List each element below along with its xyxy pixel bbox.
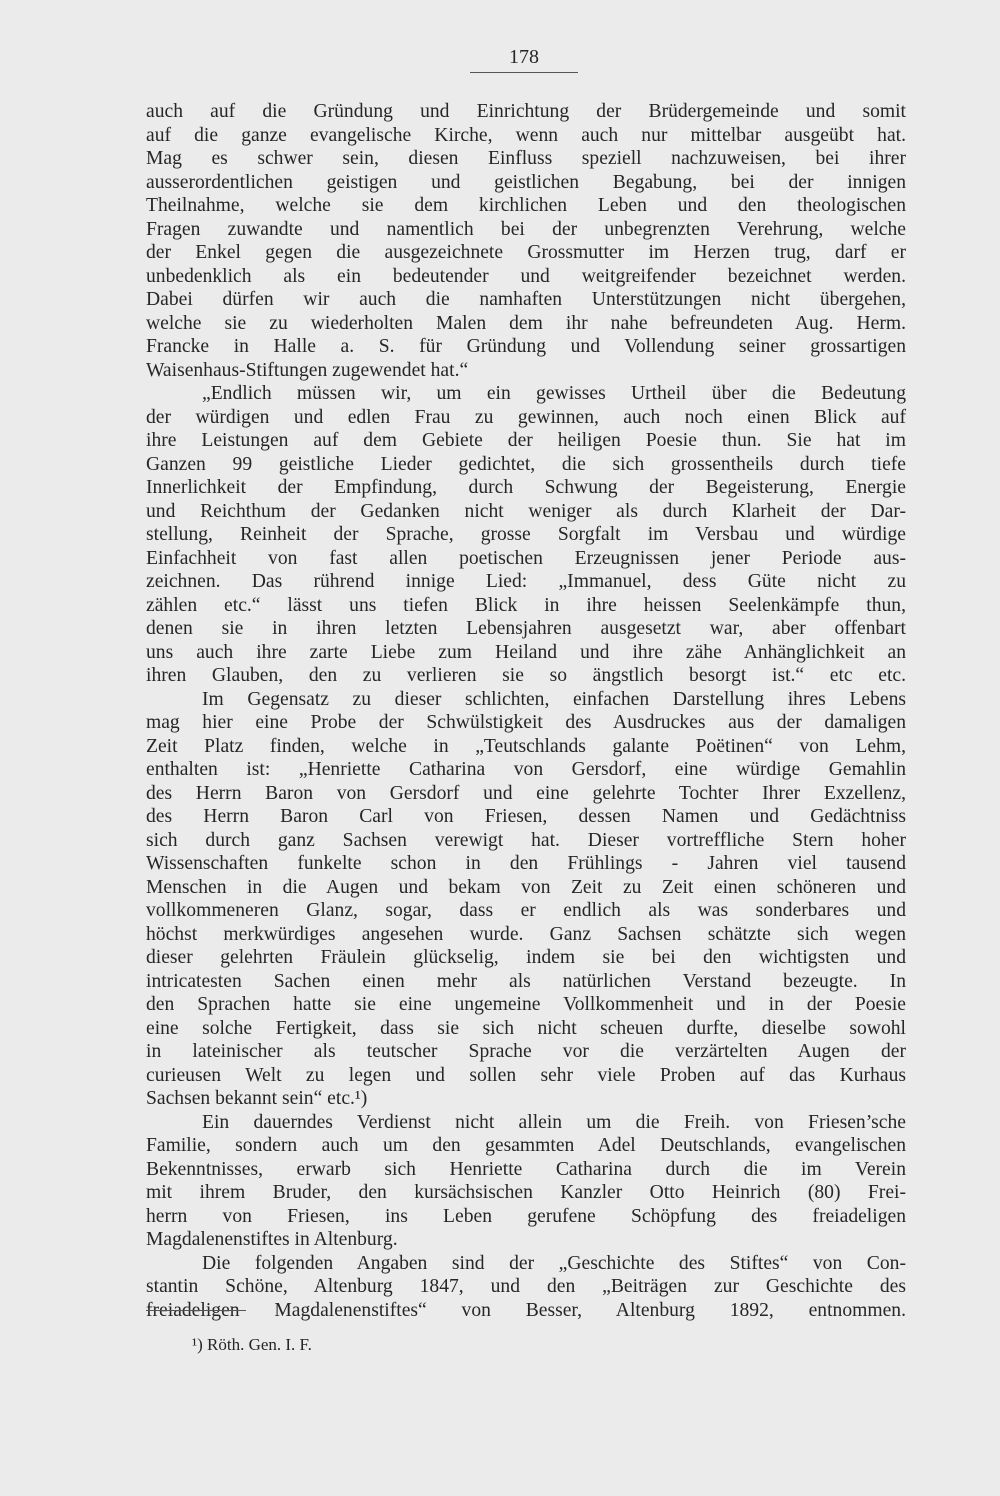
- text-line: Magdalenenstiftes in Altenburg.: [146, 1229, 398, 1250]
- text-line: herrn von Friesen, ins Leben gerufene Schöpfung des freiadeligen: [146, 1205, 906, 1227]
- text-line: Im Gegensatz zu dieser schlichten, einfachen Darstellung ihres Lebens: [202, 688, 906, 710]
- text-line: ihren Glauben, den zu verlieren sie so ängstlich besorgt ist.“ etc etc.: [146, 665, 906, 686]
- text-line: auch auf die Gründung und Einrichtung der Brüdergemeinde und somit: [146, 101, 906, 122]
- text-line: in lateinischer als teutscher Sprache vor die verzärtelten Augen der: [146, 1041, 906, 1062]
- text-line: ihre Leistungen auf dem Gebiete der heiligen Poesie thun. Sie hat im: [146, 430, 906, 451]
- paragraph-4: [146, 1111, 906, 1252]
- text-line: Waisenhaus-Stiftungen zugewendet hat.“: [146, 359, 469, 381]
- text-line: Die folgenden Angaben sind der „Geschichte des Stiftes“ von Con-: [202, 1252, 906, 1274]
- text-line: unbedenklich als ein bedeutender und weitgreifender bezeichnet werden.: [146, 265, 906, 287]
- text-line: der Enkel gegen die ausgezeichnete Grossmutter im Herzen trug, darf er: [146, 242, 906, 263]
- paragraph-1: [146, 100, 906, 382]
- text-line: zählen etc.“ lässt uns tiefen Blick in ihre heissen Seelenkämpfe thun,: [146, 594, 906, 616]
- text-line: Theilnahme, welche sie dem kirchlichen Leben und den theologischen: [146, 195, 906, 216]
- text-line: sich durch ganz Sachsen verewigt hat. Dieser vortreffliche Stern hoher: [146, 829, 906, 851]
- text-line: vollkommeneren Glanz, sogar, dass er endlich als was sonderbares und: [146, 900, 906, 921]
- text-line: Einfachheit von fast allen poetischen Erzeugnissen jener Periode aus-: [146, 547, 906, 569]
- text-line: Wissenschaften funkelte schon in den Frühlings - Jahren viel tausend: [146, 853, 906, 874]
- text-line: des Herrn Baron von Gersdorf und eine gelehrte Tochter Ihrer Exzellenz,: [146, 782, 906, 804]
- text-line: der würdigen und edlen Frau zu gewinnen, auch noch einen Blick auf: [146, 406, 906, 428]
- paragraph-3: [146, 688, 906, 1111]
- text-line: Fragen zuwandte und namentlich bei der unbegrenzten Verehrung, welche: [146, 218, 906, 240]
- text-line: dieser gelehrten Fräulein glückselig, indem sie bei den wichtigsten und: [146, 947, 906, 968]
- footnote: ¹) Röth. Gen. I. F.: [192, 1335, 312, 1354]
- text-line: Zeit Platz finden, welche in „Teutschlands galante Poëtinen“ von Lehm,: [146, 735, 906, 757]
- text-line: „Endlich müssen wir, um ein gewisses Urtheil über die Bedeutung: [202, 383, 906, 404]
- text-line: Familie, sondern auch um den gesammten Adel Deutschlands, evangelischen: [146, 1135, 906, 1156]
- paragraph-5: [146, 1252, 906, 1323]
- text-line: mag hier eine Probe der Schwülstigkeit des Ausdruckes aus der damaligen: [146, 712, 906, 733]
- text-line: Ein dauerndes Verdienst nicht allein um die Freih. von Friesen’sche: [202, 1111, 906, 1133]
- text-line: Sachsen bekannt sein“ etc.¹): [146, 1088, 368, 1109]
- text-line: Ganzen 99 geistliche Lieder gedichtet, die sich grossentheils durch tiefe: [146, 453, 906, 475]
- text-line: welche sie zu wiederholten Malen dem ihr nahe befreundeten Aug. Herm.: [146, 312, 906, 334]
- text-line: Innerlichkeit der Empfindung, durch Schwung der Begeisterung, Energie: [146, 477, 906, 498]
- text-line: curieusen Welt zu legen und sollen sehr viele Proben auf das Kurhaus: [146, 1064, 906, 1086]
- body-text: [146, 100, 906, 1322]
- text-line: ausserordentlichen geistigen und geistlichen Begabung, bei der innigen: [146, 171, 906, 193]
- text-line: mit ihrem Bruder, den kursächsischen Kanzler Otto Heinrich (80) Frei-: [146, 1182, 906, 1203]
- text-line: zeichnen. Das rührend innige Lied: „Immanuel, dess Güte nicht zu: [146, 571, 906, 592]
- text-line: denen sie in ihren letzten Lebensjahren ausgesetzt war, aber offenbart: [146, 618, 906, 639]
- text-line: eine solche Fertigkeit, dass sie sich nicht scheuen durfte, dieselbe sowohl: [146, 1017, 906, 1039]
- text-line: den Sprachen hatte sie eine ungemeine Vollkommenheit und in der Poesie: [146, 994, 906, 1015]
- text-line: Mag es schwer sein, diesen Einfluss speziell nachzuweisen, bei ihrer: [146, 148, 906, 169]
- text-line: enthalten ist: „Henriette Catharina von Gersdorf, eine würdige Gemahlin: [146, 759, 906, 780]
- page-number: 178: [470, 44, 578, 73]
- text-line: stellung, Reinheit der Sprache, grosse Sorgfalt im Versbau und würdige: [146, 524, 906, 545]
- text-line: auf die ganze evangelische Kirche, wenn auch nur mittelbar ausgeübt hat.: [146, 124, 906, 146]
- text-line: stantin Schöne, Altenburg 1847, und den „Beiträgen zur Geschichte des: [146, 1276, 906, 1297]
- footnote-divider: [146, 1310, 246, 1311]
- text-line: Bekenntnisses, erwarb sich Henriette Catharina durch die im Verein: [146, 1158, 906, 1180]
- text-line: und Reichthum der Gedanken nicht weniger als durch Klarheit der Dar-: [146, 500, 906, 522]
- paragraph-2: [146, 382, 906, 688]
- text-line: Dabei dürfen wir auch die namhaften Unterstützungen nicht übergehen,: [146, 289, 906, 310]
- text-line: höchst merkwürdiges angesehen wurde. Ganz Sachsen schätzte sich wegen: [146, 923, 906, 945]
- text-line: Francke in Halle a. S. für Gründung und Vollendung seiner grossartigen: [146, 336, 906, 357]
- text-line: uns auch ihre zarte Liebe zum Heiland und ihre zähe Anhänglichkeit an: [146, 641, 906, 663]
- text-line: Menschen in die Augen und bekam von Zeit zu Zeit einen schöneren und: [146, 876, 906, 898]
- text-line: intricatesten Sachen einen mehr als natürlichen Verstand bezeugte. In: [146, 970, 906, 992]
- text-line: des Herrn Baron Carl von Friesen, dessen Namen und Gedächtniss: [146, 806, 906, 827]
- text-line: freiadeligen Magdalenenstiftes“ von Besser, Altenburg 1892, entnommen.: [146, 1299, 906, 1321]
